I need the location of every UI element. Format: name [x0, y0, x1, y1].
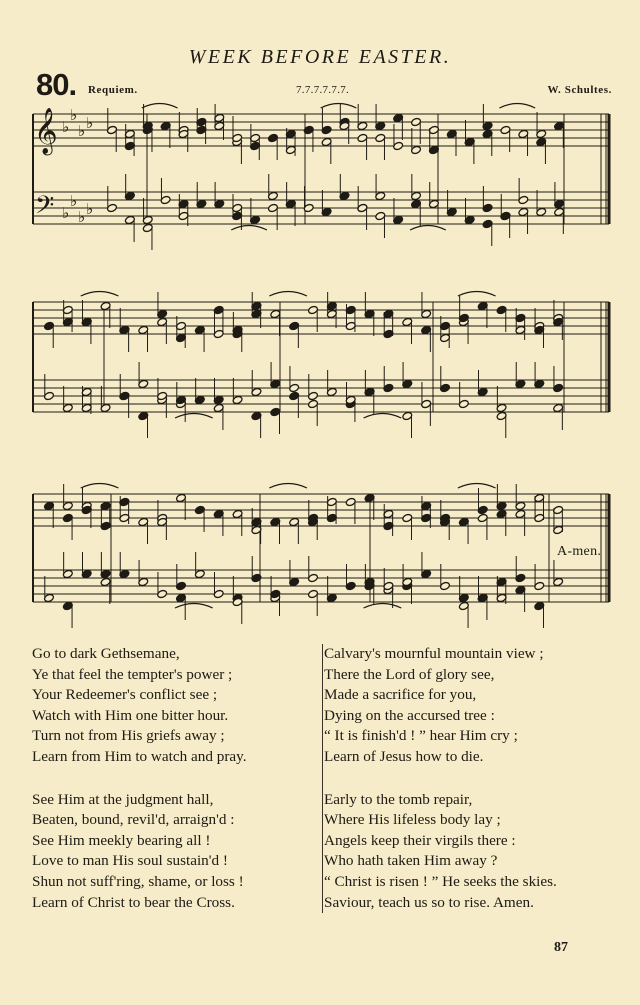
flat-sign-icon: ♭: [70, 106, 78, 124]
verse-1: [32, 644, 314, 768]
tune-name: Requiem.: [88, 84, 138, 96]
verse-column-left: [32, 644, 314, 913]
slur: [364, 604, 402, 609]
verse-2: [324, 644, 624, 768]
verse-line: Go to dark Gethsemane,: [32, 645, 180, 662]
flat-sign-icon: ♭: [78, 122, 86, 140]
slur: [458, 484, 496, 489]
verse-line: Ye that feel the tempter's power ;: [32, 665, 233, 683]
flat-sign-icon: ♭: [62, 118, 70, 136]
verse-line: Made a sacrifice for you,: [324, 686, 477, 704]
slur: [175, 414, 213, 419]
flat-sign-icon: ♭: [86, 200, 94, 218]
verse-line: Who hath taken Him away ?: [324, 852, 498, 870]
verse-line: Calvary's mournful mountain view ;: [324, 645, 544, 662]
slur: [81, 484, 119, 489]
composer: W. Schultes.: [547, 84, 612, 96]
verse-line: Dying on the accursed tree :: [324, 706, 495, 724]
hymn-number: 80.: [36, 67, 77, 102]
section-title: WEEK BEFORE EASTER.: [188, 46, 452, 68]
flat-sign-icon: ♭: [78, 208, 86, 226]
verse-line: See Him at the judgment hall,: [32, 790, 214, 808]
slur: [364, 414, 402, 419]
verse-line: Where His lifeless body lay ;: [324, 811, 501, 829]
verse-line: See Him meekly bearing all !: [32, 831, 211, 849]
slur: [499, 104, 535, 109]
bass-clef-icon: 𝄢: [35, 191, 55, 226]
verse-line: Turn not from His griefs away ;: [32, 727, 225, 745]
verse-line: Learn from Him to watch and pray.: [32, 747, 247, 765]
verse-4: [324, 790, 624, 914]
verse-line: Early to the tomb repair,: [324, 790, 473, 808]
flat-sign-icon: ♭: [70, 192, 78, 210]
verse-line: “ It is finish'd ! ” hear Him cry ;: [324, 727, 518, 745]
slur: [410, 226, 446, 231]
amen-label: A-men.: [557, 544, 602, 559]
page-number: 87: [554, 940, 568, 955]
slur: [142, 104, 178, 109]
verse-line: Learn of Jesus how to die.: [324, 747, 484, 765]
slur: [231, 226, 267, 231]
flat-sign-icon: ♭: [62, 204, 70, 222]
slur: [175, 604, 213, 609]
verse-line: Your Redeemer's conflict see ;: [32, 686, 218, 704]
verse-line: Shun not suff'ring, shame, or loss !: [32, 872, 244, 890]
verse-line: There the Lord of glory see,: [324, 665, 495, 683]
flat-sign-icon: ♭: [86, 114, 94, 132]
verse-line: Beaten, bound, revil'd, arraign'd :: [32, 811, 235, 829]
slur: [321, 104, 357, 109]
treble-clef-icon: 𝄞: [34, 108, 58, 154]
verse-line: “ Christ is risen ! ” He seeks the skies.: [324, 872, 557, 890]
verse-line: Saviour, teach us so to rise. Amen.: [324, 893, 534, 911]
verse-line: Angels keep their virgils there :: [324, 831, 516, 849]
verse-line: Watch with Him one bitter hour.: [32, 706, 229, 724]
verse-3: [32, 790, 314, 914]
music-score: [0, 100, 640, 630]
verse-line: Love to man His soul sustain'd !: [32, 852, 228, 870]
verse-column-right: [322, 644, 624, 913]
slur: [458, 292, 496, 297]
slur: [269, 292, 307, 297]
slur: [81, 292, 119, 297]
verse-line: Learn of Christ to bear the Cross.: [32, 893, 235, 911]
meter: 7.7.7.7.7.7.: [296, 84, 350, 96]
slur: [269, 484, 307, 489]
